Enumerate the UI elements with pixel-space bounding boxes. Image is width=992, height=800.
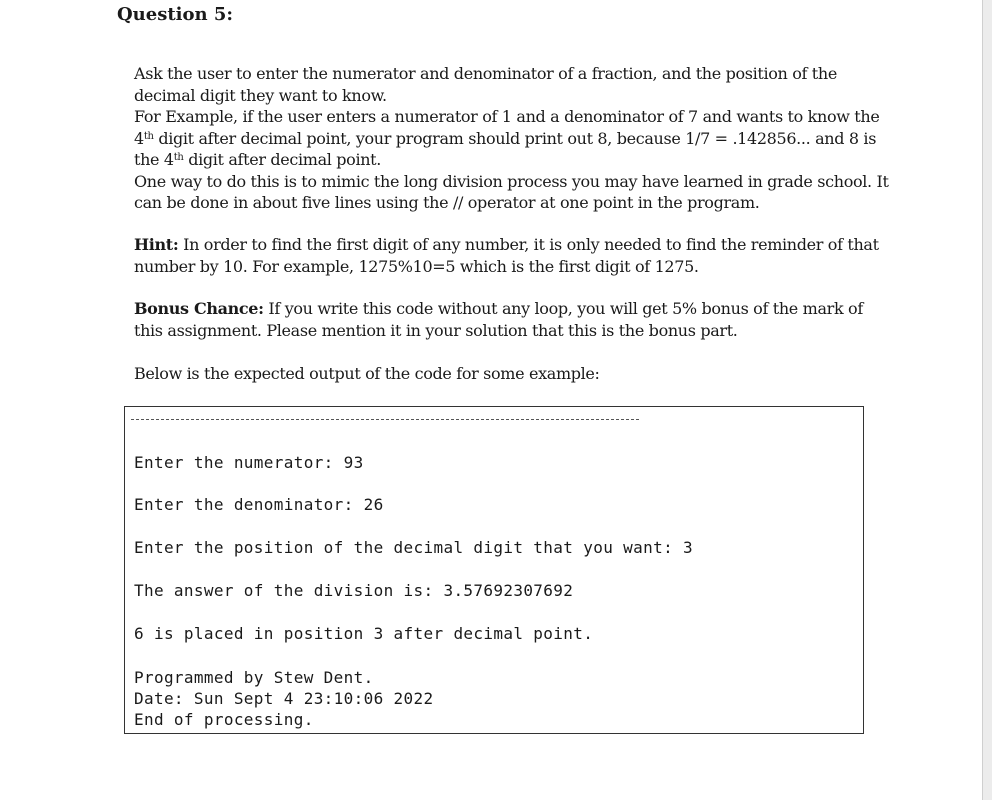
dashed-separator [131, 419, 639, 420]
output-answer-line: The answer of the division is: 3.57692307692 [134, 581, 574, 600]
intro-text-3: One way to do this is to mimic the long division process you may have learned in grade school. It can be done in about five lines using the // operator at one point in the program. [134, 171, 889, 212]
intro-text-2a: For Example, if the user enters a numerator of 1 and a denominator of 7 and wants to know the 4 [134, 107, 880, 148]
bonus-label: Bonus Chance: [134, 299, 264, 318]
output-date-line: Date: Sun Sept 4 23:10:06 2022 [134, 689, 434, 708]
expected-output-box [124, 406, 864, 734]
intro-text-1: Ask the user to enter the numerator and denominator of a fraction, and the position of the decimal digit they want to know. [134, 64, 837, 105]
output-numerator-line: Enter the numerator: 93 [134, 453, 364, 472]
intro-sentence-2 [134, 106, 894, 171]
bonus-text: If you write this code without any loop, you will get 5% bonus of the mark of this assignment. Please mention it in your solution that this is the bonus part. [134, 299, 863, 340]
output-denominator-line: Enter the denominator: 26 [134, 495, 384, 514]
expected-output-text: Below is the expected output of the code for some example: [134, 364, 600, 383]
ordinal-suffix: th [173, 152, 184, 163]
hint-label: Hint: [134, 235, 179, 254]
intro-paragraph [134, 63, 894, 214]
ordinal-suffix: th [143, 130, 154, 142]
output-position-line: Enter the position of the decimal digit that you want: 3 [134, 538, 694, 557]
output-programmed-line: Programmed by Stew Dent. [134, 668, 374, 687]
bonus-paragraph [134, 298, 894, 341]
question-title: Question 5: [117, 4, 234, 25]
hint-paragraph [134, 234, 894, 277]
intro-text-2b: digit after decimal point, your program should print out 8, because 1/7 = .142856... and 8 is the 4 [134, 128, 877, 169]
expected-output-intro [134, 363, 894, 385]
output-placed-line: 6 is placed in position 3 after decimal point. [134, 624, 594, 643]
output-end-line: End of processing. [134, 710, 314, 729]
intro-sentence-3 [134, 171, 894, 214]
hint-text: In order to find the first digit of any number, it is only needed to find the reminder of that number by 10. For example, 1275%10=5 which is the first digit of 1275. [134, 235, 879, 276]
intro-sentence-1 [134, 63, 894, 106]
intro-text-2c: digit after decimal point. [183, 150, 381, 169]
